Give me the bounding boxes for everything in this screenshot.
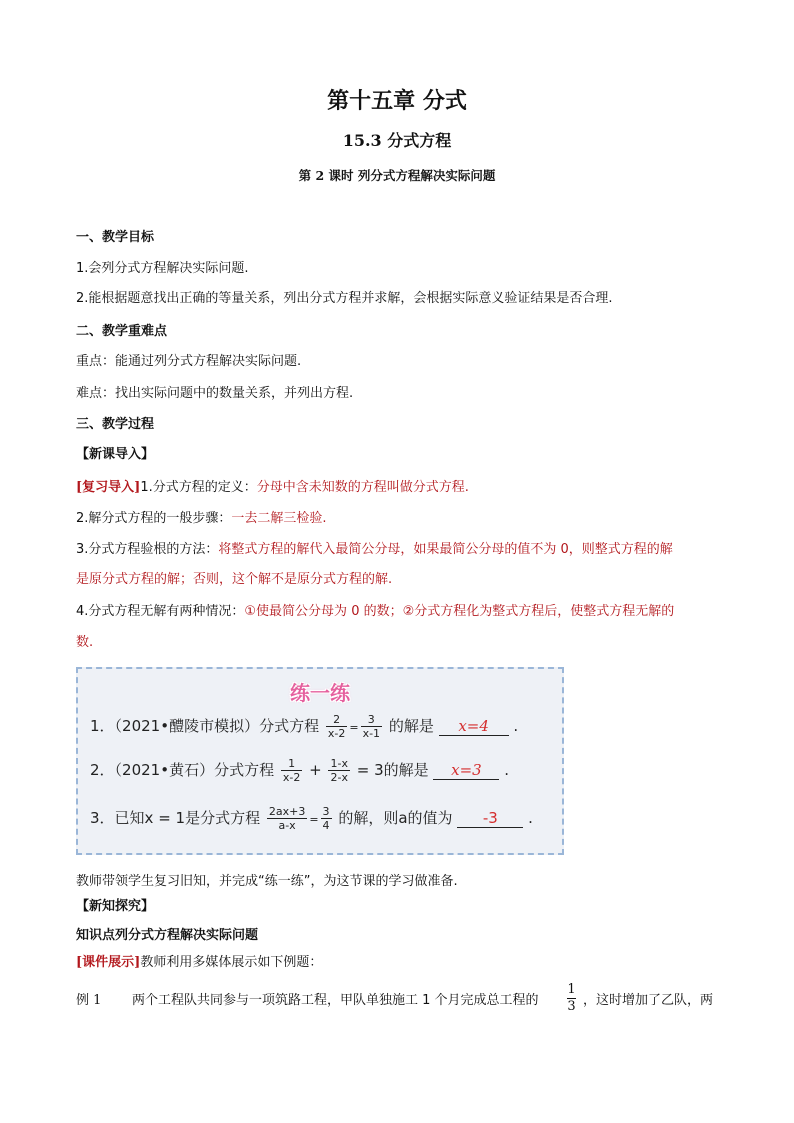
q2-fraction-right [328, 757, 349, 784]
q3-denominator-left: a-x [278, 819, 296, 832]
fraction-one-third [567, 982, 576, 1015]
practice-title: 练一练 [290, 681, 350, 705]
courseware-display [76, 954, 322, 972]
review-item-4-label: 4.分式方程无解有两种情况： [76, 604, 245, 619]
review-tag: [复习导入] [76, 480, 141, 495]
review-item-1-label: 1.分式方程的定义： [140, 480, 257, 495]
review-item-3-answer-line2: 是原分式方程的解；否则，这个解不是原分式方程的解. [76, 572, 393, 587]
section-title: 15.3 分式方程 [342, 131, 452, 150]
lesson-title: 第 2 课时 列分式方程解决实际问题 [298, 168, 496, 183]
q3-suffix: 的解，则a的值为 [338, 809, 453, 827]
goal-item-2: 2.能根据题意找出正确的等量关系，列出分式方程并求解，会根据实际意义验证结果是否合理. [76, 291, 613, 306]
q2-numerator-right: 1-x [330, 757, 348, 770]
review-item-3 [76, 541, 673, 559]
q1-end: . [513, 717, 519, 735]
review-item-2-label: 2.解分式方程的一般步骤： [76, 511, 232, 526]
q1-suffix: 的解是 [388, 717, 434, 735]
review-item-3-answer-line1: 将整式方程的解代入最简公分母，如果最简公分母的值不为 0，则整式方程的解 [218, 542, 673, 557]
q2-prefix: 2．（2021•黄石）分式方程 [90, 761, 275, 779]
courseware-tag: [课件展示] [76, 955, 141, 970]
key-points-heading: 二、教学重难点 [76, 324, 168, 339]
q3-fraction-right [321, 805, 332, 832]
explore-heading: 【新知探究】 [76, 899, 155, 914]
example-tail: ，这时增加了乙队，两 [583, 993, 714, 1008]
fraction-denominator: 3 [567, 999, 576, 1014]
key-point-focus: 重点：能通过列分式方程解决实际问题. [76, 354, 302, 369]
q1-numerator-right: 3 [361, 713, 382, 727]
q2-numerator-left: 1 [281, 757, 302, 771]
after-practice-note: 教师带领学生复习旧知，并完成“练一练”，为这节课的学习做准备. [76, 874, 458, 889]
practice-question-3 [90, 805, 533, 832]
q1-numerator-left: 2 [326, 713, 347, 727]
q1-denominator-right: x-1 [362, 727, 381, 740]
q2-plus: + [309, 761, 322, 779]
review-item-4-answer-line2: 数. [76, 635, 94, 650]
fraction-numerator: 1 [567, 982, 576, 997]
review-item-1-answer: 分母中含未知数的方程叫做分式方程. [256, 480, 469, 495]
q2-denominator-left: x-2 [282, 771, 301, 784]
q3-numerator-right: 3 [322, 805, 330, 818]
q2-end: . [504, 761, 509, 779]
q2-suffix: = 3的解是 [356, 761, 429, 779]
q3-denominator-right: 4 [322, 819, 330, 832]
q1-answer-blank: x=4 [439, 717, 509, 736]
example-1 [76, 992, 539, 1010]
q1-fraction-left [326, 713, 347, 740]
practice-question-1 [90, 713, 518, 740]
chapter-title: 第十五章 分式 [327, 89, 467, 114]
review-item-2 [76, 510, 327, 528]
q1-denominator-left: x-2 [327, 727, 346, 740]
key-point-difficulty: 难点：找出实际问题中的数量关系，并列出方程. [76, 386, 354, 401]
practice-box [76, 667, 564, 855]
q2-fraction-left [281, 757, 302, 784]
goal-item-1: 1.会列分式方程解决实际问题. [76, 261, 249, 276]
review-item-4 [76, 603, 674, 621]
example-text: 两个工程队共同参与一项筑路工程，甲队单独施工 1 个月完成总工程的 [132, 993, 539, 1008]
process-heading: 三、教学过程 [76, 417, 155, 432]
q2-denominator-right: 2-x [330, 771, 348, 784]
new-intro-heading: 【新课导入】 [76, 447, 155, 462]
knowledge-point: 知识点列分式方程解决实际问题 [76, 928, 259, 943]
practice-question-2 [90, 757, 509, 784]
q1-fraction-right [361, 713, 382, 740]
review-item-1 [76, 479, 469, 497]
q3-equals: = [309, 813, 319, 826]
q3-fraction-left [267, 805, 307, 832]
review-item-3-label: 3.分式方程验根的方法： [76, 542, 219, 557]
goals-heading: 一、教学目标 [76, 230, 155, 245]
q2-answer-blank: x=3 [433, 761, 499, 780]
q3-end: . [528, 809, 533, 827]
q1-equals: = [349, 721, 359, 734]
courseware-text: 教师利用多媒体展示如下例题： [140, 955, 323, 970]
review-item-4-answer-line1: ①使最简公分母为 0 的数；②分式方程化为整式方程后，使整式方程无解的 [244, 604, 675, 619]
q3-numerator-left: 2ax+3 [268, 805, 306, 818]
example-label: 例 1 [76, 993, 102, 1008]
q3-answer-blank: -3 [457, 809, 523, 828]
q3-prefix: 3．已知x = 1是分式方程 [90, 809, 261, 827]
review-item-2-answer: 一去二解三检验. [231, 511, 327, 526]
q1-prefix: 1．（2021•醴陵市模拟）分式方程 [90, 717, 320, 735]
